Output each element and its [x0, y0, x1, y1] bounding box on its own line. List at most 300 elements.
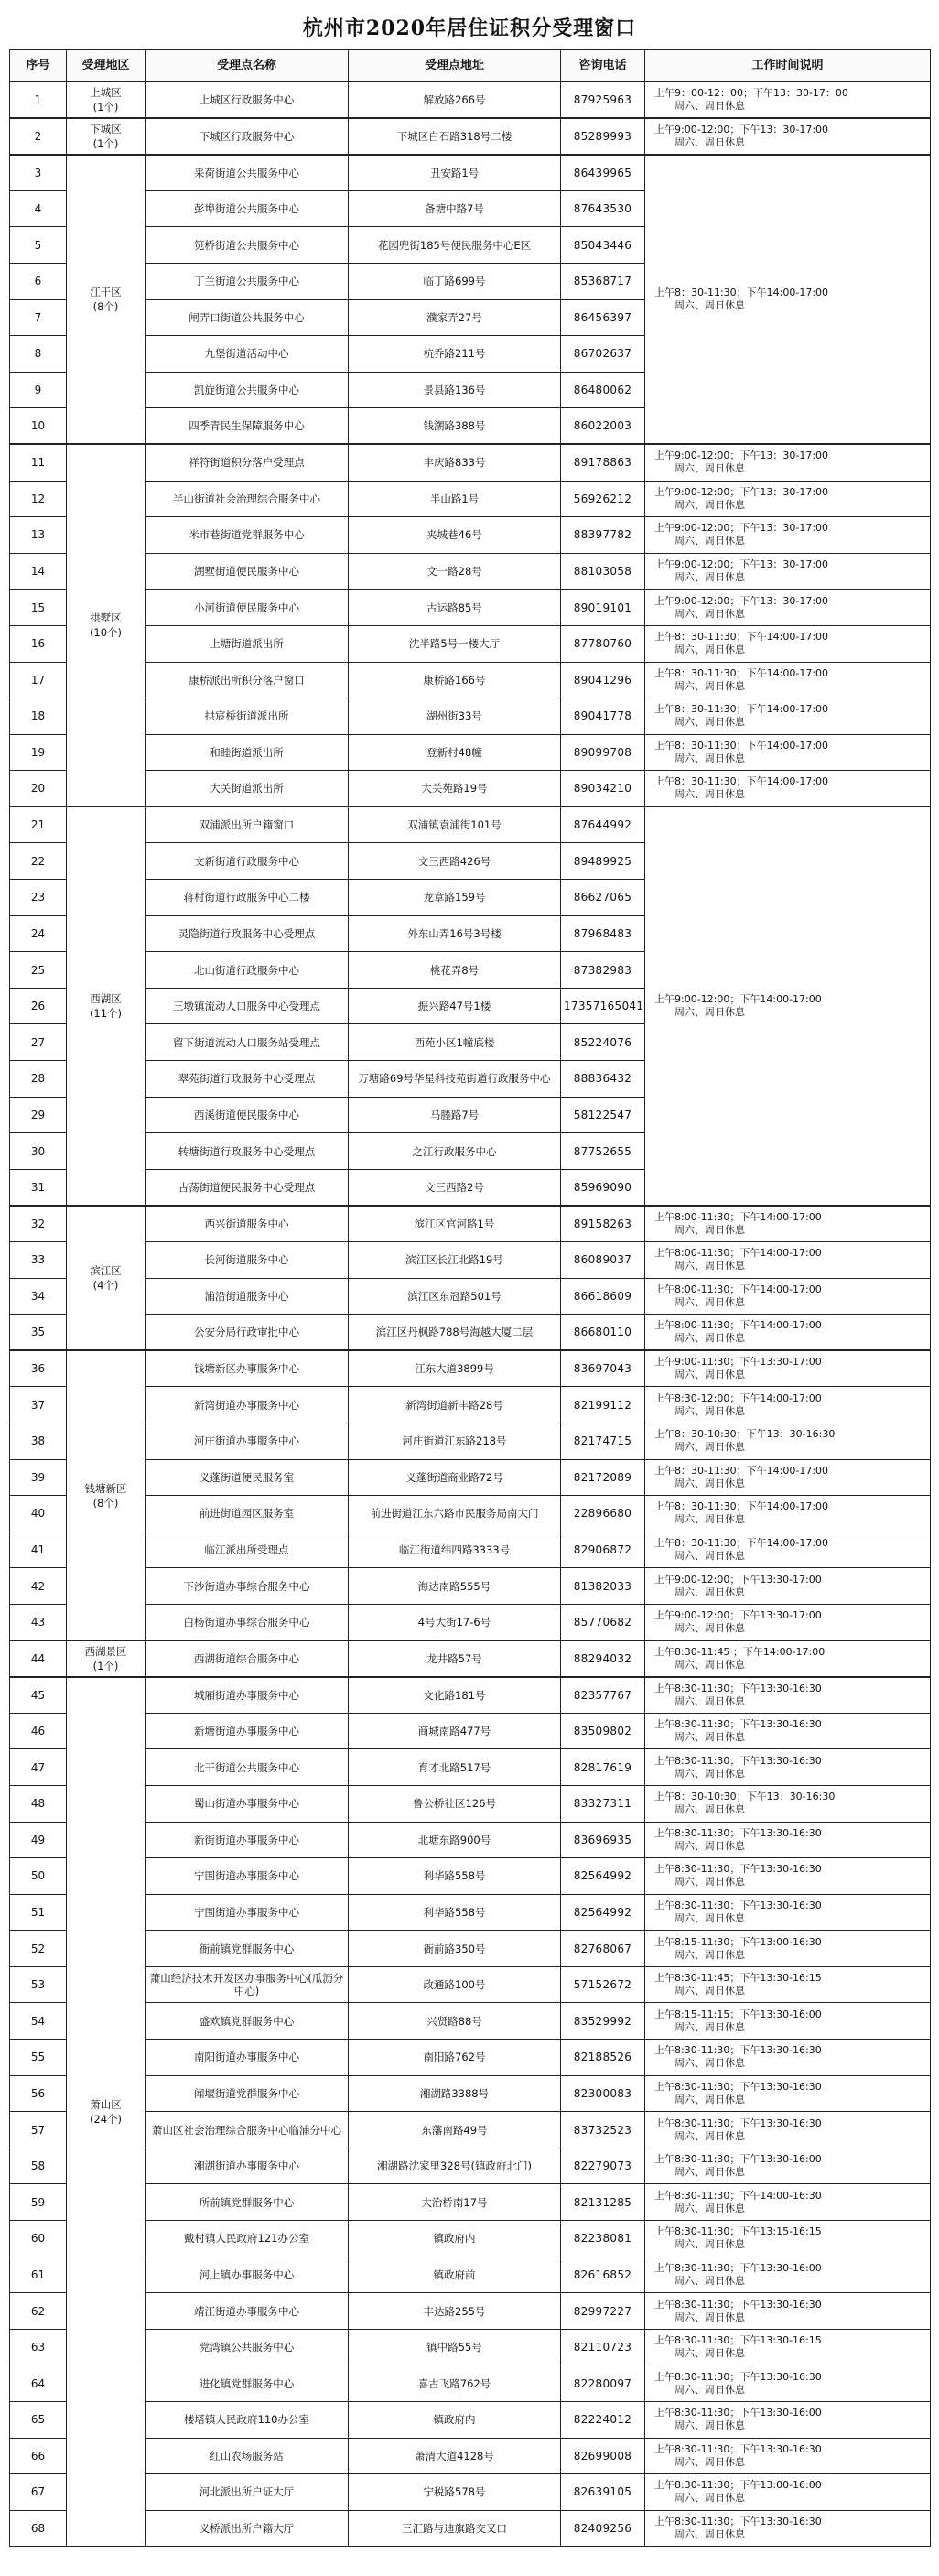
- hours-line: 上午8:00-11:30；下午14:00-17:00: [654, 1283, 822, 1295]
- row-hours: [645, 2438, 931, 2474]
- row-phone: 87382983: [561, 952, 645, 989]
- hours-line: 上午8:30-11:30；下午13:30-16:00: [654, 2153, 822, 2166]
- row-phone: 89489925: [561, 843, 645, 880]
- row-name: 湖墅街道便民服务中心: [146, 553, 349, 590]
- row-name: 新塘街道办事服务中心: [146, 1713, 349, 1749]
- hours-line: 周六、周日休息: [675, 1441, 745, 1454]
- row-num: 48: [10, 1785, 67, 1822]
- row-hours: [645, 2003, 931, 2040]
- table-row: [10, 2075, 931, 2112]
- table-row: [10, 1749, 931, 1786]
- row-hours: [645, 2293, 931, 2330]
- hours-line: 周六、周日休息: [675, 644, 745, 656]
- row-address: 桃花弄8号: [349, 952, 561, 989]
- row-name: 河北派出所户证大厅: [146, 2474, 349, 2511]
- row-num: 22: [10, 843, 67, 880]
- row-name: 城厢街道办事服务中心: [146, 1677, 349, 1714]
- hours-line: 上午8:30-11:30；下午13:30-16:30: [654, 2044, 822, 2057]
- row-address: 镇政府前: [349, 2257, 561, 2293]
- hours-line: 上午9:00-11:30；下午13:30-17:00: [654, 1356, 822, 1369]
- row-address: 海达南路555号: [349, 1568, 561, 1605]
- hours-line: 周六、周日休息: [675, 2528, 745, 2541]
- row-name: 前进街道园区服务室: [146, 1496, 349, 1532]
- row-num: 63: [10, 2329, 67, 2365]
- row-name: 靖江街道办事服务中心: [146, 2293, 349, 2330]
- hours-line: 周六、周日休息: [675, 716, 745, 729]
- row-name: 临江派出所受理点: [146, 1532, 349, 1568]
- hours-line: 周六、周日休息: [675, 2347, 745, 2360]
- row-phone: 82199112: [561, 1387, 645, 1423]
- table-row: [10, 1387, 931, 1423]
- row-address: 商城南路477号: [349, 1713, 561, 1749]
- hours-line: 周六、周日休息: [675, 788, 745, 801]
- row-name: 西兴街道服务中心: [146, 1206, 349, 1242]
- hours-line: 周六、周日休息: [675, 2419, 745, 2432]
- district-line: (1个): [92, 1659, 119, 1672]
- row-address: 下城区白石路318号二楼: [349, 118, 561, 155]
- hours-line: 周六、周日休息: [675, 1223, 745, 1236]
- row-num: 66: [10, 2438, 67, 2474]
- row-address: 新湾街道新丰路28号: [349, 1387, 561, 1423]
- row-num: 32: [10, 1206, 67, 1242]
- hours-line: 上午8:30-11:30；下午13:30-16:30: [654, 1899, 822, 1911]
- row-address: 兴贤路88号: [349, 2003, 561, 2040]
- row-address: 江东大道3899号: [349, 1350, 561, 1387]
- table-row: [10, 1350, 931, 1387]
- table-row: [10, 1931, 931, 1967]
- table-row: [10, 155, 931, 191]
- row-num: 17: [10, 662, 67, 698]
- row-name: 拱宸桥街道派出所: [146, 698, 349, 735]
- row-name: 萧山经济技术开发区办事服务中心(瓜沥分中心): [146, 1966, 349, 2003]
- district-line: 拱墅区: [90, 612, 122, 625]
- row-phone: 57152672: [561, 1966, 645, 2003]
- row-address: 镇政府内: [349, 2221, 561, 2257]
- table-row: [10, 698, 931, 735]
- row-phone: 82110723: [561, 2329, 645, 2365]
- hours-line: 周六、周日休息: [675, 679, 745, 692]
- row-address: 北塘东路900号: [349, 1822, 561, 1858]
- row-address: 前进街道江东六路市民服务局南大门: [349, 1496, 561, 1532]
- table-row: [10, 806, 931, 843]
- row-name: 上城区行政服务中心: [146, 82, 349, 119]
- row-hours: [645, 2184, 931, 2221]
- hours-line: 上午8:00-11:30；下午14:00-17:00: [654, 1319, 822, 1332]
- row-phone: 17357165041: [561, 988, 645, 1024]
- table-row: [10, 2365, 931, 2402]
- district-line: (1个): [92, 136, 119, 150]
- row-hours: [645, 1459, 931, 1496]
- hours-line: 上午8:30-11:30；下午13:15-16:15: [654, 2225, 822, 2238]
- row-hours: [645, 82, 931, 119]
- hours-line: 周六、周日休息: [675, 462, 745, 475]
- table-row: [10, 2003, 931, 2040]
- row-phone: 83509802: [561, 1713, 645, 1749]
- hours-line: 上午9:00-12:00；下午14:00-17:00: [654, 993, 822, 1006]
- row-num: 9: [10, 372, 67, 408]
- row-address: 沈半路5号一楼大厅: [349, 625, 561, 662]
- row-num: 51: [10, 1894, 67, 1931]
- row-phone: 82817619: [561, 1749, 645, 1786]
- hours-line: 上午8:30-11:30；下午13:30-16:30: [654, 1826, 822, 1839]
- table-row: [10, 1785, 931, 1822]
- hours-line: 上午8:30-11:30；下午13:30-16:30: [654, 1863, 822, 1876]
- row-num: 46: [10, 1713, 67, 1749]
- row-name: 灵隐街道行政服务中心受理点: [146, 915, 349, 952]
- row-hours: [645, 1604, 931, 1640]
- hours-line: 周六、周日休息: [675, 2020, 745, 2033]
- row-name: 祥符街道积分落户受理点: [146, 444, 349, 481]
- header-phone: 咨询电话: [561, 50, 645, 82]
- table-row: [10, 2510, 931, 2547]
- row-num: 1: [10, 82, 67, 119]
- header-hours: 工作时间说明: [645, 50, 931, 82]
- hours-line: 上午8：30-11:30；下午14:00-17:00: [654, 1537, 829, 1550]
- table-row: [10, 662, 931, 698]
- row-address: 大治桥南17号: [349, 2184, 561, 2221]
- row-name: 上塘街道派出所: [146, 625, 349, 662]
- district-line: (4个): [92, 1279, 119, 1293]
- row-num: 12: [10, 481, 67, 517]
- header-name: 受理点名称: [146, 50, 349, 82]
- row-num: 10: [10, 408, 67, 445]
- row-name: 河上镇办事服务中心: [146, 2257, 349, 2293]
- row-address: 鲁公桥社区126号: [349, 1785, 561, 1822]
- row-name: 白杨街道办事综合服务中心: [146, 1604, 349, 1640]
- row-phone: 88103058: [561, 553, 645, 590]
- row-name: 蜀山街道办事服务中心: [146, 1785, 349, 1822]
- row-hours: [645, 1387, 931, 1423]
- table-row: [10, 1532, 931, 1568]
- row-address: 文三西路426号: [349, 843, 561, 880]
- table-row: [10, 590, 931, 626]
- hours-line: 周六、周日休息: [675, 100, 745, 113]
- row-hours: [645, 806, 931, 1206]
- hours-line: 周六、周日休息: [675, 1658, 745, 1671]
- row-name: 宁围街道办事服务中心: [146, 1894, 349, 1931]
- row-phone: 86618609: [561, 1278, 645, 1315]
- row-hours: [645, 1785, 931, 1822]
- row-address: 万塘路69号华星科技苑街道行政服务中心: [349, 1061, 561, 1098]
- row-num: 28: [10, 1061, 67, 1098]
- row-name: 楼塔镇人民政府110办公室: [146, 2402, 349, 2439]
- header-address: 受理点地址: [349, 50, 561, 82]
- table-row: [10, 1858, 931, 1895]
- row-phone: 82564992: [561, 1894, 645, 1931]
- row-num: 8: [10, 336, 67, 373]
- row-phone: 82409256: [561, 2510, 645, 2547]
- row-phone: 89099708: [561, 734, 645, 771]
- row-phone: 82280097: [561, 2365, 645, 2402]
- row-phone: 82188526: [561, 2040, 645, 2076]
- row-name: 湘湖街道办事服务中心: [146, 2148, 349, 2184]
- table-row: [10, 2329, 931, 2365]
- row-num: 3: [10, 155, 67, 191]
- row-phone: 58122547: [561, 1097, 645, 1133]
- row-address: 花园兜街185号便民服务中心E区: [349, 227, 561, 264]
- hours-line: 周六、周日休息: [675, 2093, 745, 2105]
- row-num: 68: [10, 2510, 67, 2547]
- row-phone: 82564992: [561, 1858, 645, 1895]
- row-num: 33: [10, 1242, 67, 1279]
- row-num: 2: [10, 118, 67, 155]
- row-hours: [645, 2474, 931, 2511]
- row-phone: 87780760: [561, 625, 645, 662]
- table-row: [10, 1640, 931, 1677]
- hours-line: 上午8:30-11:45 ；下午14:00-17:00: [654, 1645, 826, 1658]
- row-hours: [645, 2329, 931, 2365]
- row-num: 60: [10, 2221, 67, 2257]
- row-num: 25: [10, 952, 67, 989]
- row-hours: [645, 1278, 931, 1315]
- hours-line: 上午9:00-12:00；下午13:30-17:00: [654, 1573, 822, 1586]
- hours-line: 周六、周日休息: [675, 2383, 745, 2396]
- row-address: 滨江区官河路1号: [349, 1206, 561, 1242]
- row-name: 九堡街道活动中心: [146, 336, 349, 373]
- row-name: 长河街道服务中心: [146, 1242, 349, 1279]
- hours-line: 周六、周日休息: [675, 535, 745, 547]
- hours-line: 周六、周日休息: [675, 1948, 745, 1961]
- row-address: 4号大街17-6号: [349, 1604, 561, 1640]
- hours-line: 上午8：30-11:30；下午14:00-17:00: [654, 739, 829, 752]
- row-phone: 85368717: [561, 263, 645, 299]
- row-name: 古荡街道便民服务中心受理点: [146, 1169, 349, 1206]
- hours-line: 上午8:30-11:30；下午13:30-16:30: [654, 2442, 822, 2455]
- row-phone: 82906872: [561, 1532, 645, 1568]
- row-name: 宁围街道办事服务中心: [146, 1858, 349, 1895]
- row-phone: 82174715: [561, 1423, 645, 1459]
- row-phone: 83327311: [561, 1785, 645, 1822]
- hours-line: 上午8:30-11:30；下午13:30-16:30: [654, 2516, 822, 2528]
- row-name: 新湾街道办事服务中心: [146, 1387, 349, 1423]
- row-phone: 82224012: [561, 2402, 645, 2439]
- hours-line: 周六、周日休息: [675, 1839, 745, 1852]
- row-address: 镇政府内: [349, 2402, 561, 2439]
- district-line: (1个): [92, 101, 119, 114]
- hours-line: 周六、周日休息: [675, 1694, 745, 1707]
- hours-line: 上午9:00-12:00；下午13：30-17:00: [654, 594, 829, 607]
- hours-line: 周六、周日休息: [675, 1550, 745, 1563]
- row-num: 57: [10, 2112, 67, 2148]
- row-name: 河庄街道办事服务中心: [146, 1423, 349, 1459]
- row-name: 所前镇党群服务中心: [146, 2184, 349, 2221]
- row-address: 义蓬街道商业路72号: [349, 1459, 561, 1496]
- row-address: 夹城巷46号: [349, 517, 561, 554]
- table-row: [10, 1677, 931, 1714]
- row-district: [67, 118, 146, 155]
- row-num: 43: [10, 1604, 67, 1640]
- row-district: [67, 1677, 146, 2547]
- row-address: 龙章路159号: [349, 880, 561, 916]
- row-name: 转塘街道行政服务中心受理点: [146, 1133, 349, 1170]
- row-num: 23: [10, 880, 67, 916]
- hours-line: 上午8:15-11:30；下午13:00-16:30: [654, 1935, 822, 1948]
- hours-line: 上午8:30-11:30；下午13:30-16:00: [654, 2407, 822, 2419]
- row-address: 文三西路2号: [349, 1169, 561, 1206]
- row-hours: [645, 1206, 931, 1242]
- row-num: 65: [10, 2402, 67, 2439]
- row-phone: 89041778: [561, 698, 645, 735]
- row-address: 备塘中路7号: [349, 190, 561, 227]
- table-row: [10, 2040, 931, 2076]
- row-phone: 87752655: [561, 1133, 645, 1170]
- row-district: [67, 1206, 146, 1350]
- table-row: [10, 1315, 931, 1351]
- row-address: 丑安路1号: [349, 155, 561, 191]
- row-hours: [645, 771, 931, 807]
- hours-line: 上午8:30-12:00；下午14:00-17:00: [654, 1391, 822, 1404]
- hours-line: 上午8：30-10:30；下午13：30-16:30: [654, 1791, 836, 1803]
- row-phone: 87968483: [561, 915, 645, 952]
- row-name: 丁兰街道公共服务中心: [146, 263, 349, 299]
- row-phone: 82357767: [561, 1677, 645, 1714]
- row-hours: [645, 517, 931, 554]
- hours-line: 上午9:00-12:00；下午13：30-17:00: [654, 123, 829, 135]
- row-hours: [645, 481, 931, 517]
- row-phone: 83529992: [561, 2003, 645, 2040]
- row-name: 留下街道流动人口服务站受理点: [146, 1024, 349, 1061]
- row-hours: [645, 1931, 931, 1967]
- row-phone: 82639105: [561, 2474, 645, 2511]
- row-num: 15: [10, 590, 67, 626]
- service-window-table: [9, 49, 931, 2547]
- hours-line: 上午8:30-11:30；下午13:30-16:30: [654, 1718, 822, 1731]
- table-row: [10, 2474, 931, 2511]
- row-hours: [645, 2221, 931, 2257]
- row-address: 濮家弄27号: [349, 299, 561, 336]
- hours-line: 上午8：30-10:30；下午13：30-16:30: [654, 1428, 836, 1441]
- row-hours: [645, 1894, 931, 1931]
- row-hours: [645, 1749, 931, 1786]
- row-address: 萧清大道4128号: [349, 2438, 561, 2474]
- row-address: 之江行政服务中心: [349, 1133, 561, 1170]
- row-phone: 89178863: [561, 444, 645, 481]
- row-district: [67, 1640, 146, 1677]
- hours-line: 周六、周日休息: [675, 299, 745, 312]
- row-phone: 87644992: [561, 806, 645, 843]
- row-address: 镇中路55号: [349, 2329, 561, 2365]
- row-hours: [645, 1423, 931, 1459]
- row-phone: 86480062: [561, 372, 645, 408]
- row-hours: [645, 155, 931, 445]
- hours-line: 上午8:30-11:30；下午13:30-16:00: [654, 2261, 822, 2274]
- row-hours: [645, 2040, 931, 2076]
- row-address: 文化路181号: [349, 1677, 561, 1714]
- row-hours: [645, 444, 931, 481]
- row-phone: 83732523: [561, 2112, 645, 2148]
- row-name: 下沙街道办事综合服务中心: [146, 1568, 349, 1605]
- row-num: 55: [10, 2040, 67, 2076]
- hours-line: 上午8:30-11:30；下午13:00-16:00: [654, 2479, 822, 2492]
- row-num: 42: [10, 1568, 67, 1605]
- hours-line: 上午8:30-11:30；下午14:00-16:30: [654, 2189, 822, 2202]
- hours-line: 上午8:30-11:30；下午13:30-16:30: [654, 2370, 822, 2383]
- row-name: 双浦派出所户籍窗口: [146, 806, 349, 843]
- row-name: 下城区行政服务中心: [146, 118, 349, 155]
- row-hours: [645, 1713, 931, 1749]
- row-hours: [645, 1568, 931, 1605]
- row-hours: [645, 590, 931, 626]
- hours-line: 上午8:30-11:30；下午13:30-16:30: [654, 2080, 822, 2093]
- row-name: 翠苑街道行政服务中心受理点: [146, 1061, 349, 1098]
- row-name: 公安分局行政审批中心: [146, 1315, 349, 1351]
- table-row: [10, 2293, 931, 2330]
- row-num: 58: [10, 2148, 67, 2184]
- row-name: 采荷街道公共服务中心: [146, 155, 349, 191]
- row-hours: [645, 2365, 931, 2402]
- row-num: 11: [10, 444, 67, 481]
- hours-line: 周六、周日休息: [675, 1369, 745, 1381]
- row-name: 蒋村街道行政服务中心二楼: [146, 880, 349, 916]
- row-phone: 82997227: [561, 2293, 645, 2330]
- table-row: [10, 1278, 931, 1315]
- row-phone: 86680110: [561, 1315, 645, 1351]
- table-row: [10, 82, 931, 119]
- header-district: 受理地区: [67, 50, 146, 82]
- row-num: 64: [10, 2365, 67, 2402]
- hours-line: 上午9:00-12:00；下午13：30-17:00: [654, 449, 829, 462]
- table-row: [10, 2257, 931, 2293]
- table-row: [10, 2402, 931, 2439]
- row-num: 49: [10, 1822, 67, 1858]
- hours-line: 周六、周日休息: [675, 1876, 745, 1889]
- row-hours: [645, 118, 931, 155]
- row-address: 康桥路166号: [349, 662, 561, 698]
- row-num: 35: [10, 1315, 67, 1351]
- row-address: 湘湖路沈家里328号(镇政府北门): [349, 2148, 561, 2184]
- row-hours: [645, 2402, 931, 2439]
- row-hours: [645, 1677, 931, 1714]
- row-address: 解放路266号: [349, 82, 561, 119]
- row-name: 米市巷街道党群服务中心: [146, 517, 349, 554]
- row-district: [67, 155, 146, 445]
- table-row: [10, 1242, 931, 1279]
- table-row: [10, 1604, 931, 1640]
- row-phone: 82131285: [561, 2184, 645, 2221]
- hours-line: 上午8：30-11:30；下午14:00-17:00: [654, 1464, 829, 1477]
- hours-line: 上午8:30-11:30；下午13:30-16:15: [654, 2334, 822, 2347]
- row-hours: [645, 734, 931, 771]
- row-name: 新街街道办事服务中心: [146, 1822, 349, 1858]
- district-line: 江干区: [90, 286, 122, 299]
- row-name: 西溪街道便民服务中心: [146, 1097, 349, 1133]
- district-line: 滨江区: [90, 1264, 122, 1278]
- row-hours: [645, 553, 931, 590]
- row-district: [67, 1350, 146, 1640]
- row-num: 44: [10, 1640, 67, 1677]
- row-num: 56: [10, 2075, 67, 2112]
- hours-line: 周六、周日休息: [675, 607, 745, 620]
- row-address: 衙前路350号: [349, 1931, 561, 1967]
- table-row: [10, 734, 931, 771]
- row-num: 29: [10, 1097, 67, 1133]
- row-num: 19: [10, 734, 67, 771]
- row-phone: 87925963: [561, 82, 645, 119]
- table-row: [10, 1713, 931, 1749]
- hours-line: 周六、周日休息: [675, 2166, 745, 2179]
- row-address: 湖州街33号: [349, 698, 561, 735]
- row-num: 34: [10, 1278, 67, 1315]
- row-name: 党湾镇公共服务中心: [146, 2329, 349, 2365]
- table-row: [10, 1568, 931, 1605]
- row-hours: [645, 1640, 931, 1677]
- row-address: 临江街道纬四路3333号: [349, 1532, 561, 1568]
- row-address: 喜古飞路762号: [349, 2365, 561, 2402]
- district-line: (10个): [89, 626, 123, 640]
- row-name: 四季青民生保障服务中心: [146, 408, 349, 445]
- row-phone: 86627065: [561, 880, 645, 916]
- row-address: 滨江区丹枫路788号海越大厦二层: [349, 1315, 561, 1351]
